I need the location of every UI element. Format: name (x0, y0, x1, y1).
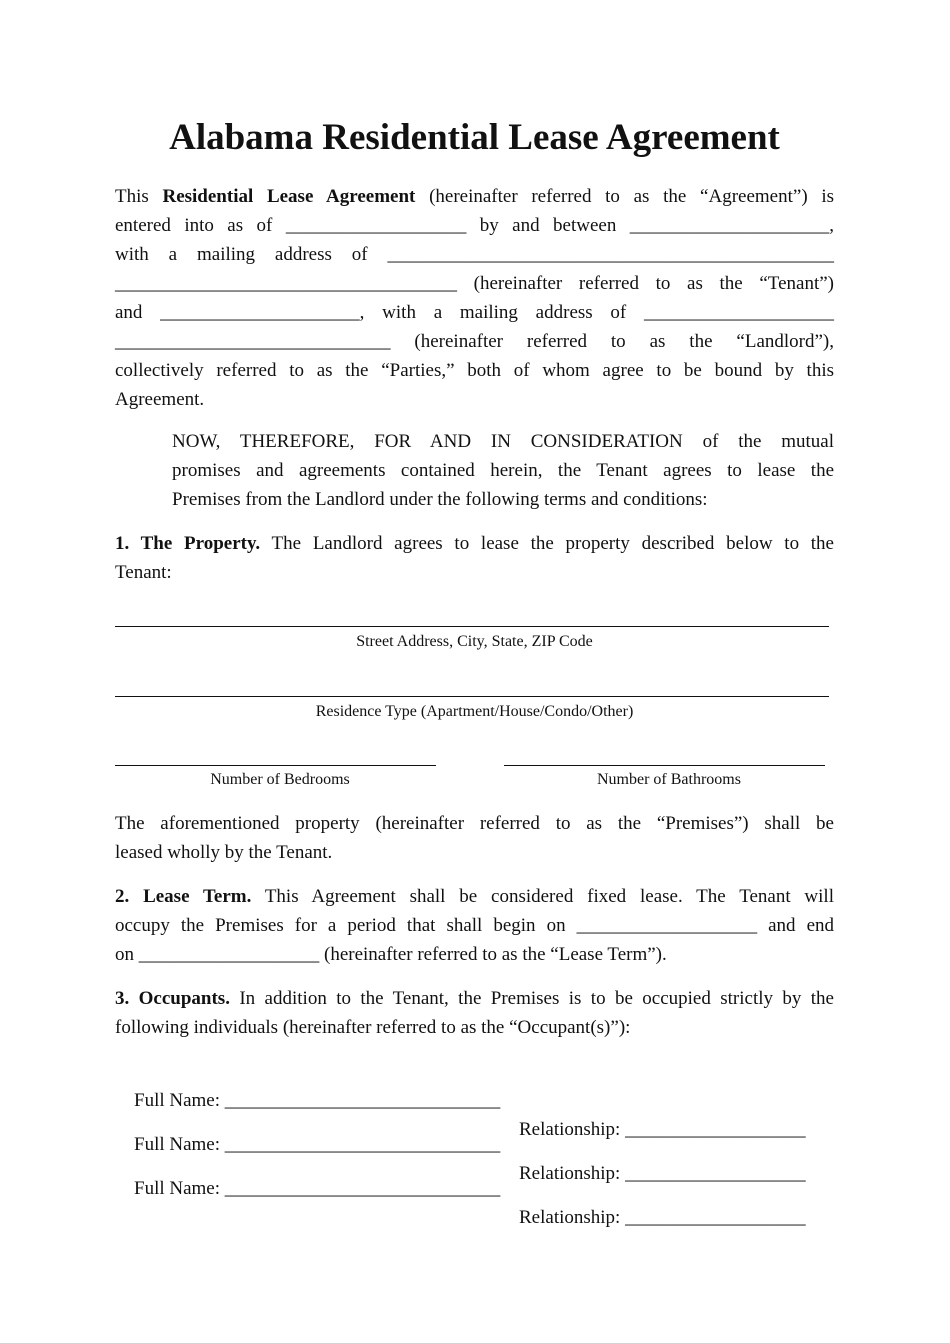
section-line: occupy the Premises for a period that shall begin on ___________________ and end (115, 915, 834, 936)
intro-line (115, 182, 834, 211)
residence-type-field-line[interactable] (115, 696, 829, 697)
section-occupants (115, 984, 834, 1042)
intro-line: Agreement. (115, 389, 205, 410)
full-name-field[interactable]: Full Name: _____________________________ (134, 1178, 501, 1199)
premises-line: The aforementioned property (hereinafter referred to as the “Premises”) shall be (115, 813, 834, 834)
now-therefore-line: Premises from the Landlord under the following terms and conditions: (172, 489, 708, 510)
intro-line: and _____________________, with a mailing address of ____________________ (115, 302, 834, 323)
full-name-field[interactable]: Full Name: _____________________________ (134, 1134, 501, 1155)
section-line: Tenant: (115, 562, 172, 583)
relationship-field[interactable]: Relationship: ___________________ (519, 1119, 806, 1140)
intro-line: _____________________________ (hereinafter referred to as the “Landlord”), (115, 331, 834, 352)
bedrooms-field-line[interactable] (115, 765, 436, 766)
full-name-field[interactable]: Full Name: _____________________________ (134, 1090, 501, 1111)
occupant-row[interactable] (115, 1145, 834, 1261)
relationship-field[interactable]: Relationship: ___________________ (519, 1207, 806, 1228)
intro-line: collectively referred to as the “Parties,” both of whom agree to be bound by this (115, 360, 834, 381)
intro-text: (hereinafter referred to as the “Agreement”) is (415, 186, 835, 207)
agreement-name: Residential Lease Agreement (162, 186, 416, 207)
section-heading: 1. The Property. (115, 533, 261, 554)
section-heading: 3. Occupants. (115, 988, 230, 1009)
residence-type-caption: Residence Type (Apartment/House/Condo/Other) (315, 703, 634, 720)
premises-line: leased wholly by the Tenant. (115, 842, 333, 863)
document-title: Alabama Residential Lease Agreement (169, 117, 780, 158)
section-line (115, 529, 834, 558)
bathrooms-field-line[interactable] (504, 765, 825, 766)
section-property (115, 529, 834, 587)
bathrooms-caption: Number of Bathrooms (597, 771, 741, 788)
intro-line: entered into as of ___________________ by and between _____________________, (115, 215, 834, 236)
intro-paragraph (115, 182, 834, 414)
section-text: The Landlord agrees to lease the property described below to the (260, 533, 834, 554)
section-lease-term (115, 882, 834, 969)
address-caption: Street Address, City, State, ZIP Code (356, 633, 593, 650)
address-field-line[interactable] (115, 626, 829, 627)
now-therefore-line: NOW, THEREFORE, FOR AND IN CONSIDERATION of the mutual (172, 431, 834, 452)
section-text: This Agreement shall be considered fixed lease. The Tenant will (251, 886, 834, 907)
section-line: following individuals (hereinafter referred to as the “Occupant(s)”): (115, 1017, 631, 1038)
section-heading: 2. Lease Term. (115, 886, 252, 907)
now-therefore-line: promises and agreements contained herein, the Tenant agrees to lease the (172, 460, 834, 481)
now-therefore-paragraph (172, 427, 834, 514)
bedrooms-caption: Number of Bedrooms (210, 771, 350, 788)
intro-text: This (115, 186, 163, 207)
premises-paragraph (115, 809, 834, 867)
section-text: In addition to the Tenant, the Premises is to be occupied strictly by the (229, 988, 834, 1009)
section-line: on ___________________ (hereinafter referred to as the “Lease Term”). (115, 944, 667, 965)
relationship-field[interactable]: Relationship: ___________________ (519, 1163, 806, 1184)
section-line (115, 984, 834, 1013)
section-line (115, 882, 834, 911)
intro-line: with a mailing address of _______________________________________________ (115, 244, 834, 265)
intro-line: ____________________________________ (hereinafter referred to as the “Tenant”) (115, 273, 834, 294)
